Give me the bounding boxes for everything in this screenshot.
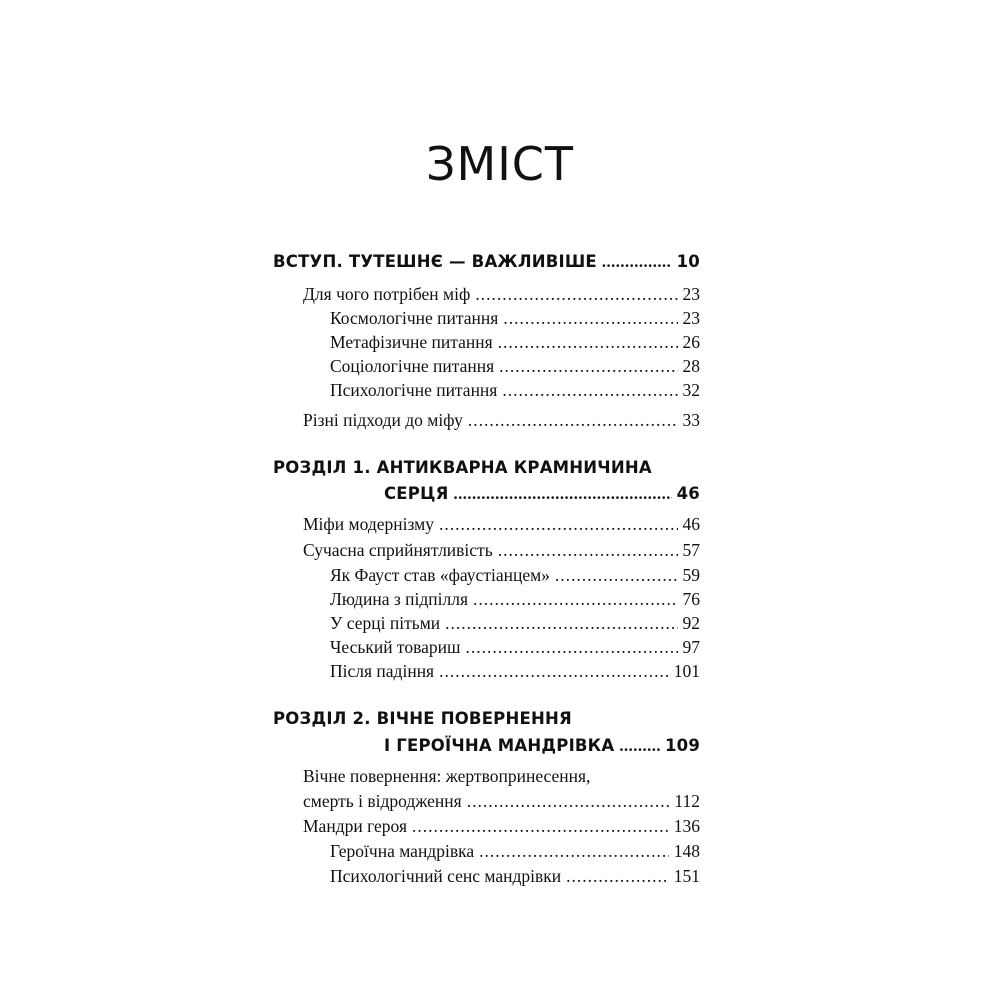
toc-page-number: 33: [682, 410, 700, 430]
dot-leader: [555, 562, 678, 588]
page-title: ЗМІСТ: [426, 136, 574, 191]
dot-leader: [502, 377, 677, 403]
toc-page-number: 148: [673, 841, 700, 861]
toc-entry[interactable]: [303, 813, 700, 839]
toc-page-number: 136: [673, 816, 700, 836]
toc-entry[interactable]: [330, 863, 700, 889]
toc-page-number: 109: [664, 736, 700, 755]
toc-entry[interactable]: [330, 353, 700, 379]
toc-entry[interactable]: [330, 634, 700, 660]
toc-page-number: 28: [682, 356, 700, 376]
dot-leader: [412, 813, 669, 839]
toc-page-number: 46: [676, 484, 700, 503]
toc-entry-label: Психологічне питання: [330, 380, 498, 400]
toc-entry-intro[interactable]: [273, 249, 700, 275]
toc-entry-label: смерть і відродження: [303, 791, 462, 811]
dot-leader: [439, 658, 669, 684]
toc-entry-label: Космологічне питання: [330, 308, 499, 328]
toc-page-number: 32: [682, 380, 700, 400]
toc-entry-label: СЕРЦЯ: [384, 484, 449, 503]
toc-entry-chapter-2[interactable]: [384, 733, 700, 759]
toc-entry-wrapped-first-line[interactable]: [303, 763, 700, 789]
toc-entry[interactable]: [303, 511, 700, 537]
toc-page-number: 23: [682, 284, 700, 304]
toc-entry[interactable]: [330, 610, 700, 636]
dot-leader: [498, 537, 678, 563]
toc-entry-label: Сучасна сприйнятливість: [303, 540, 493, 560]
toc-entry-label: Після падіння: [330, 661, 435, 681]
dot-leader: [499, 353, 677, 379]
toc-entry-label: І ГЕРОЇЧНА МАНДРІВКА: [384, 736, 615, 755]
toc-page-number: 151: [673, 866, 700, 886]
dot-leader: [473, 586, 678, 612]
toc-entry-label: Героїчна мандрівка: [330, 841, 475, 861]
toc-entry[interactable]: [330, 838, 700, 864]
toc-page-number: 57: [682, 540, 700, 560]
toc-entry[interactable]: [303, 281, 700, 307]
dot-leader: [498, 329, 678, 355]
dot-leader: [454, 481, 672, 507]
toc-entry-label: У серці пітьми: [330, 613, 441, 633]
toc-entry[interactable]: [303, 407, 700, 433]
toc-entry[interactable]: [330, 586, 700, 612]
dot-leader: [566, 863, 669, 889]
toc-page-number: 26: [682, 332, 700, 352]
toc-entry-label: Метафізичне питання: [330, 332, 493, 352]
dot-leader: [479, 838, 669, 864]
dot-leader: [466, 634, 678, 660]
toc-entry[interactable]: [303, 788, 700, 814]
toc-entry-label: Як Фауст став «фаустіанцем»: [330, 565, 550, 585]
dot-leader: [467, 788, 670, 814]
dot-leader: [468, 407, 678, 433]
toc-entry-label: Різні підходи до міфу: [303, 410, 463, 430]
dot-leader: [445, 610, 677, 636]
toc-entry-chapter-1-heading[interactable]: [273, 455, 700, 481]
toc-page-number: 10: [676, 252, 700, 271]
toc-entry-label: ВСТУП. ТУТЕШНЄ — ВАЖЛИВІШЕ: [273, 252, 597, 271]
toc-page-number: 112: [674, 791, 700, 811]
toc-entry-label: Для чого потрібен міф: [303, 284, 471, 304]
toc-entry[interactable]: [330, 658, 700, 684]
toc-entry-label: Вічне повернення: жертвопринесення,: [303, 766, 591, 786]
toc-entry[interactable]: [330, 329, 700, 355]
toc-entry[interactable]: [303, 537, 700, 563]
toc-page-number: 97: [682, 637, 700, 657]
toc-entry-label: Чеський товариш: [330, 637, 461, 657]
toc-entry[interactable]: [330, 377, 700, 403]
table-of-contents: [273, 0, 700, 1000]
toc-entry-label: Міфи модернізму: [303, 514, 434, 534]
toc-entry[interactable]: [330, 305, 700, 331]
toc-entry-label: Людина з підпілля: [330, 589, 468, 609]
dot-leader: [475, 281, 677, 307]
toc-page-number: 101: [673, 661, 700, 681]
toc-page-number: 92: [682, 613, 700, 633]
toc-entry-chapter-2-heading[interactable]: [273, 706, 700, 732]
dot-leader: [619, 733, 660, 759]
toc-entry-label: РОЗДІЛ 2. ВІЧНЕ ПОВЕРНЕННЯ: [273, 709, 572, 728]
toc-page-number: 76: [682, 589, 700, 609]
toc-page-number: 46: [682, 514, 700, 534]
toc-page-number: 23: [682, 308, 700, 328]
toc-entry-label: РОЗДІЛ 1. АНТИКВАРНА КРАМНИЧИНА: [273, 458, 652, 477]
dot-leader: [439, 511, 678, 537]
toc-entry-label: Мандри героя: [303, 816, 408, 836]
toc-page-number: 59: [682, 565, 700, 585]
toc-entry-label: Психологічний сенс мандрівки: [330, 866, 562, 886]
dot-leader: [602, 249, 672, 275]
toc-entry-label: Соціологічне питання: [330, 356, 495, 376]
toc-entry[interactable]: [330, 562, 700, 588]
toc-entry-chapter-1[interactable]: [384, 481, 700, 507]
dot-leader: [503, 305, 677, 331]
